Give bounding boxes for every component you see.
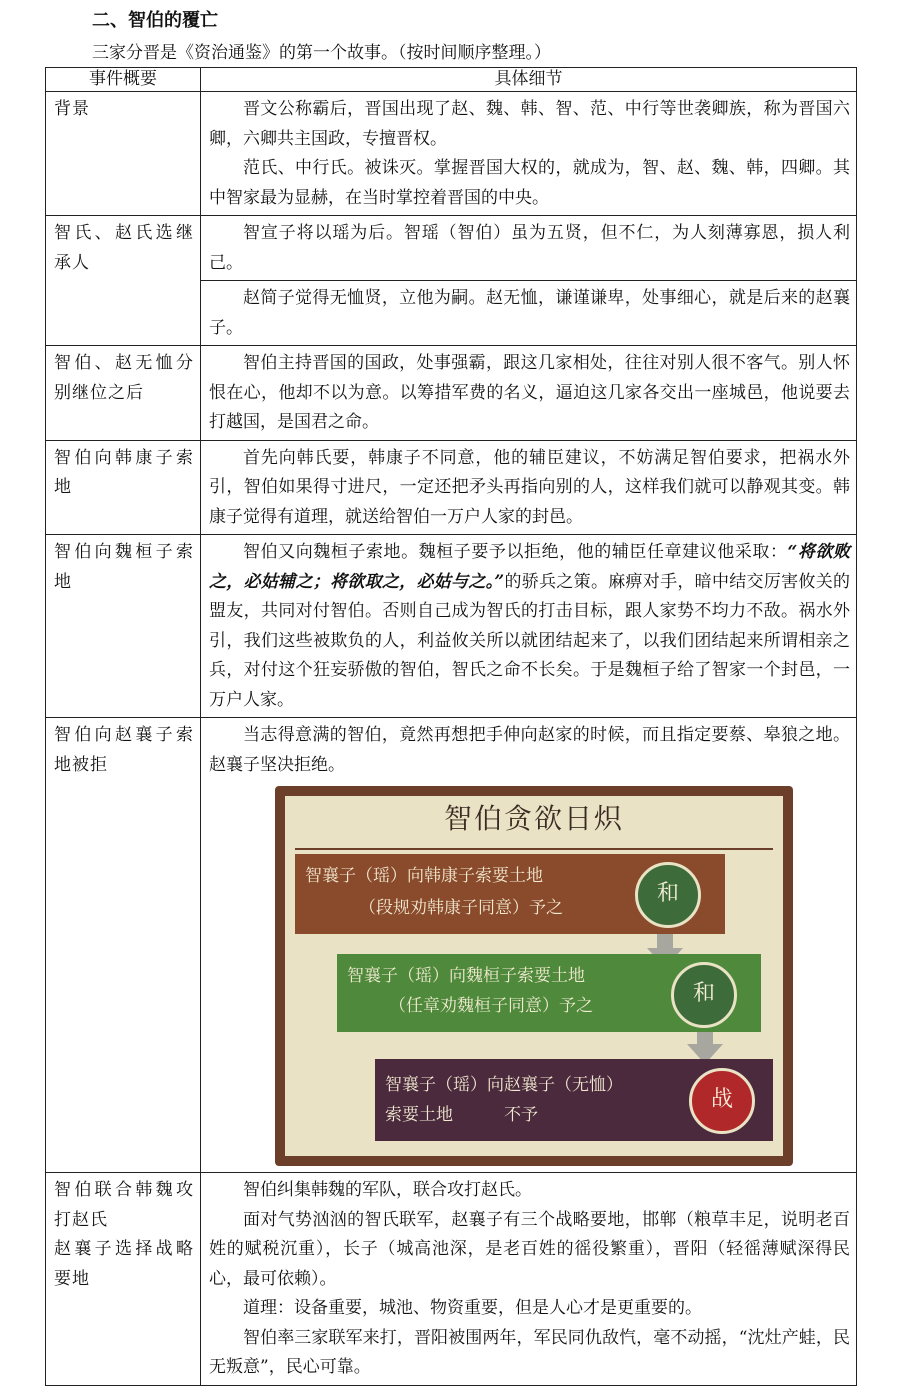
event-cell: 智伯向魏桓子索地 [46,535,201,718]
result-peace-badge: 和 [671,962,737,1028]
event-cell: 智氏、赵氏选继承人 [46,216,201,346]
detail-cell [201,281,857,346]
detail-paragraph: 赵简子觉得无恤贤，立他为嗣。赵无恤，谦谨谦卑，处事细心，就是后来的赵襄子。 [209,288,850,338]
detail-text: 的骄兵之策。麻痹对手，暗中结交厉害攸关的盟友，共同对付智伯。否则自己成为智氏的打击目标，跟人家势不均力不敌。祸水外引，我们这些被欺负的人，利益攸关所以就团结起来了，以我们团结起来所谓相亲之兵，对付这个狂妄骄傲的智伯，智氏之命不长矣。于是魏桓子给了智家一个封邑，一万户人家。 [209,571,850,710]
table-row [46,346,857,441]
event-cell [46,1173,201,1386]
event-cell: 背景 [46,92,201,216]
step-line: （段规劝韩康子同意）予之 [359,898,563,918]
result-peace-badge: 和 [635,862,701,928]
header-event: 事件概要 [46,68,201,92]
detail-cell [201,216,857,281]
table-row [46,718,857,1173]
detail-paragraph: 智伯率三家联军来打，晋阳被围两年，军民同仇敌忾，毫不动摇，“沈灶产蛙，民无叛意”，民心可靠。 [209,1327,850,1377]
event-line: 赵襄子选择战略要地 [54,1239,194,1289]
detail-cell [201,346,857,441]
intro-text: 三家分晋是《资治通鉴》的第一个故事。（按时间顺序整理。） [92,43,551,63]
detail-paragraph: 智伯主持晋国的国政，处事强霸，跟这几家相处，往往对别人很不客气。别人怀恨在心，他却不以为意。以筹措军费的名义，逼迫这几家各交出一座城邑，他说要去打越国，是国君之命。 [209,353,850,432]
detail-cell [201,535,857,718]
detail-paragraph [209,538,850,715]
header-detail: 具体细节 [201,68,857,92]
table-row [46,1173,857,1386]
detail-cell [201,440,857,535]
table-row [46,92,857,216]
infographic-panel [285,796,783,1156]
infographic-title: 智伯贪欲日炽 [443,802,624,835]
detail-paragraph: 晋文公称霸后，晋国出现了赵、魏、韩、智、范、中行等世袭卿族，称为晋国六卿，六卿共主国政，专擅晋权。 [209,99,850,149]
detail-paragraph: 道理：设备重要，城池、物资重要，但是人心才是更重要的。 [243,1298,702,1318]
greed-infographic [275,786,793,1166]
table-row [46,535,857,718]
detail-paragraph: 智宣子将以瑶为后。智瑶（智伯）虽为五贤，但不仁，为人刻薄寡恩，损人利己。 [209,223,850,273]
quote-text: “将欲败之，必姑辅之；将欲取之，必姑与之。” [209,542,851,592]
detail-cell [201,1173,857,1386]
event-cell: 智伯、赵无恤分别继位之后 [46,346,201,441]
section-heading: 二、智伯的覆亡 [92,10,218,31]
detail-paragraph: 范氏、中行氏。被诛灭。掌握晋国大权的，就成为，智、赵、魏、韩，四卿。其中智家最为显赫，在当时掌控着晋国的中央。 [209,158,850,208]
result-war-badge: 战 [689,1068,755,1134]
table-row [46,440,857,535]
step-line: 智襄子（瑶）向赵襄子（无恤） [385,1075,623,1095]
table-row [46,216,857,281]
detail-text: 智伯又向魏桓子索地。魏桓子要予以拒绝，他的辅臣任章建议他采取： [243,542,788,562]
step-line: 智襄子（瑶）向魏桓子索要土地 [347,966,585,986]
detail-paragraph: 智伯纠集韩魏的军队，联合攻打赵氏。 [243,1180,532,1200]
event-cell: 智伯向韩康子索地 [46,440,201,535]
event-line: 智伯联合韩魏攻打赵氏 [54,1180,194,1230]
detail-paragraph: 首先向韩氏要，韩康子不同意，他的辅臣建议，不妨满足智伯要求，把祸水外引，智伯如果得寸进尺，一定还把矛头再指向别的人，这样我们就可以静观其变。韩康子觉得有道理，就送给智伯一万户人家的封邑。 [209,447,850,527]
events-table [45,67,857,1386]
infographic-divider [295,848,773,850]
step-line: 索要土地 不予 [385,1105,538,1125]
detail-cell [201,92,857,216]
step-line: （任章劝魏桓子同意）予之 [389,996,593,1016]
event-cell: 智伯向赵襄子索地被拒 [46,718,201,1173]
detail-paragraph: 当志得意满的智伯，竟然再想把手伸向赵家的时候，而且指定要蔡、皋狼之地。赵襄子坚决拒绝。 [209,725,850,775]
detail-paragraph: 面对气势汹汹的智氏联军，赵襄子有三个战略要地，邯郸（粮草丰足，说明老百姓的赋税沉重），长子（城高池深，是老百姓的徭役繁重），晋阳（轻徭薄赋深得民心，最可依赖）。 [209,1209,850,1289]
table-header-row [46,68,857,92]
step-line: 智襄子（瑶）向韩康子索要土地 [305,866,543,886]
detail-cell [201,718,857,1173]
